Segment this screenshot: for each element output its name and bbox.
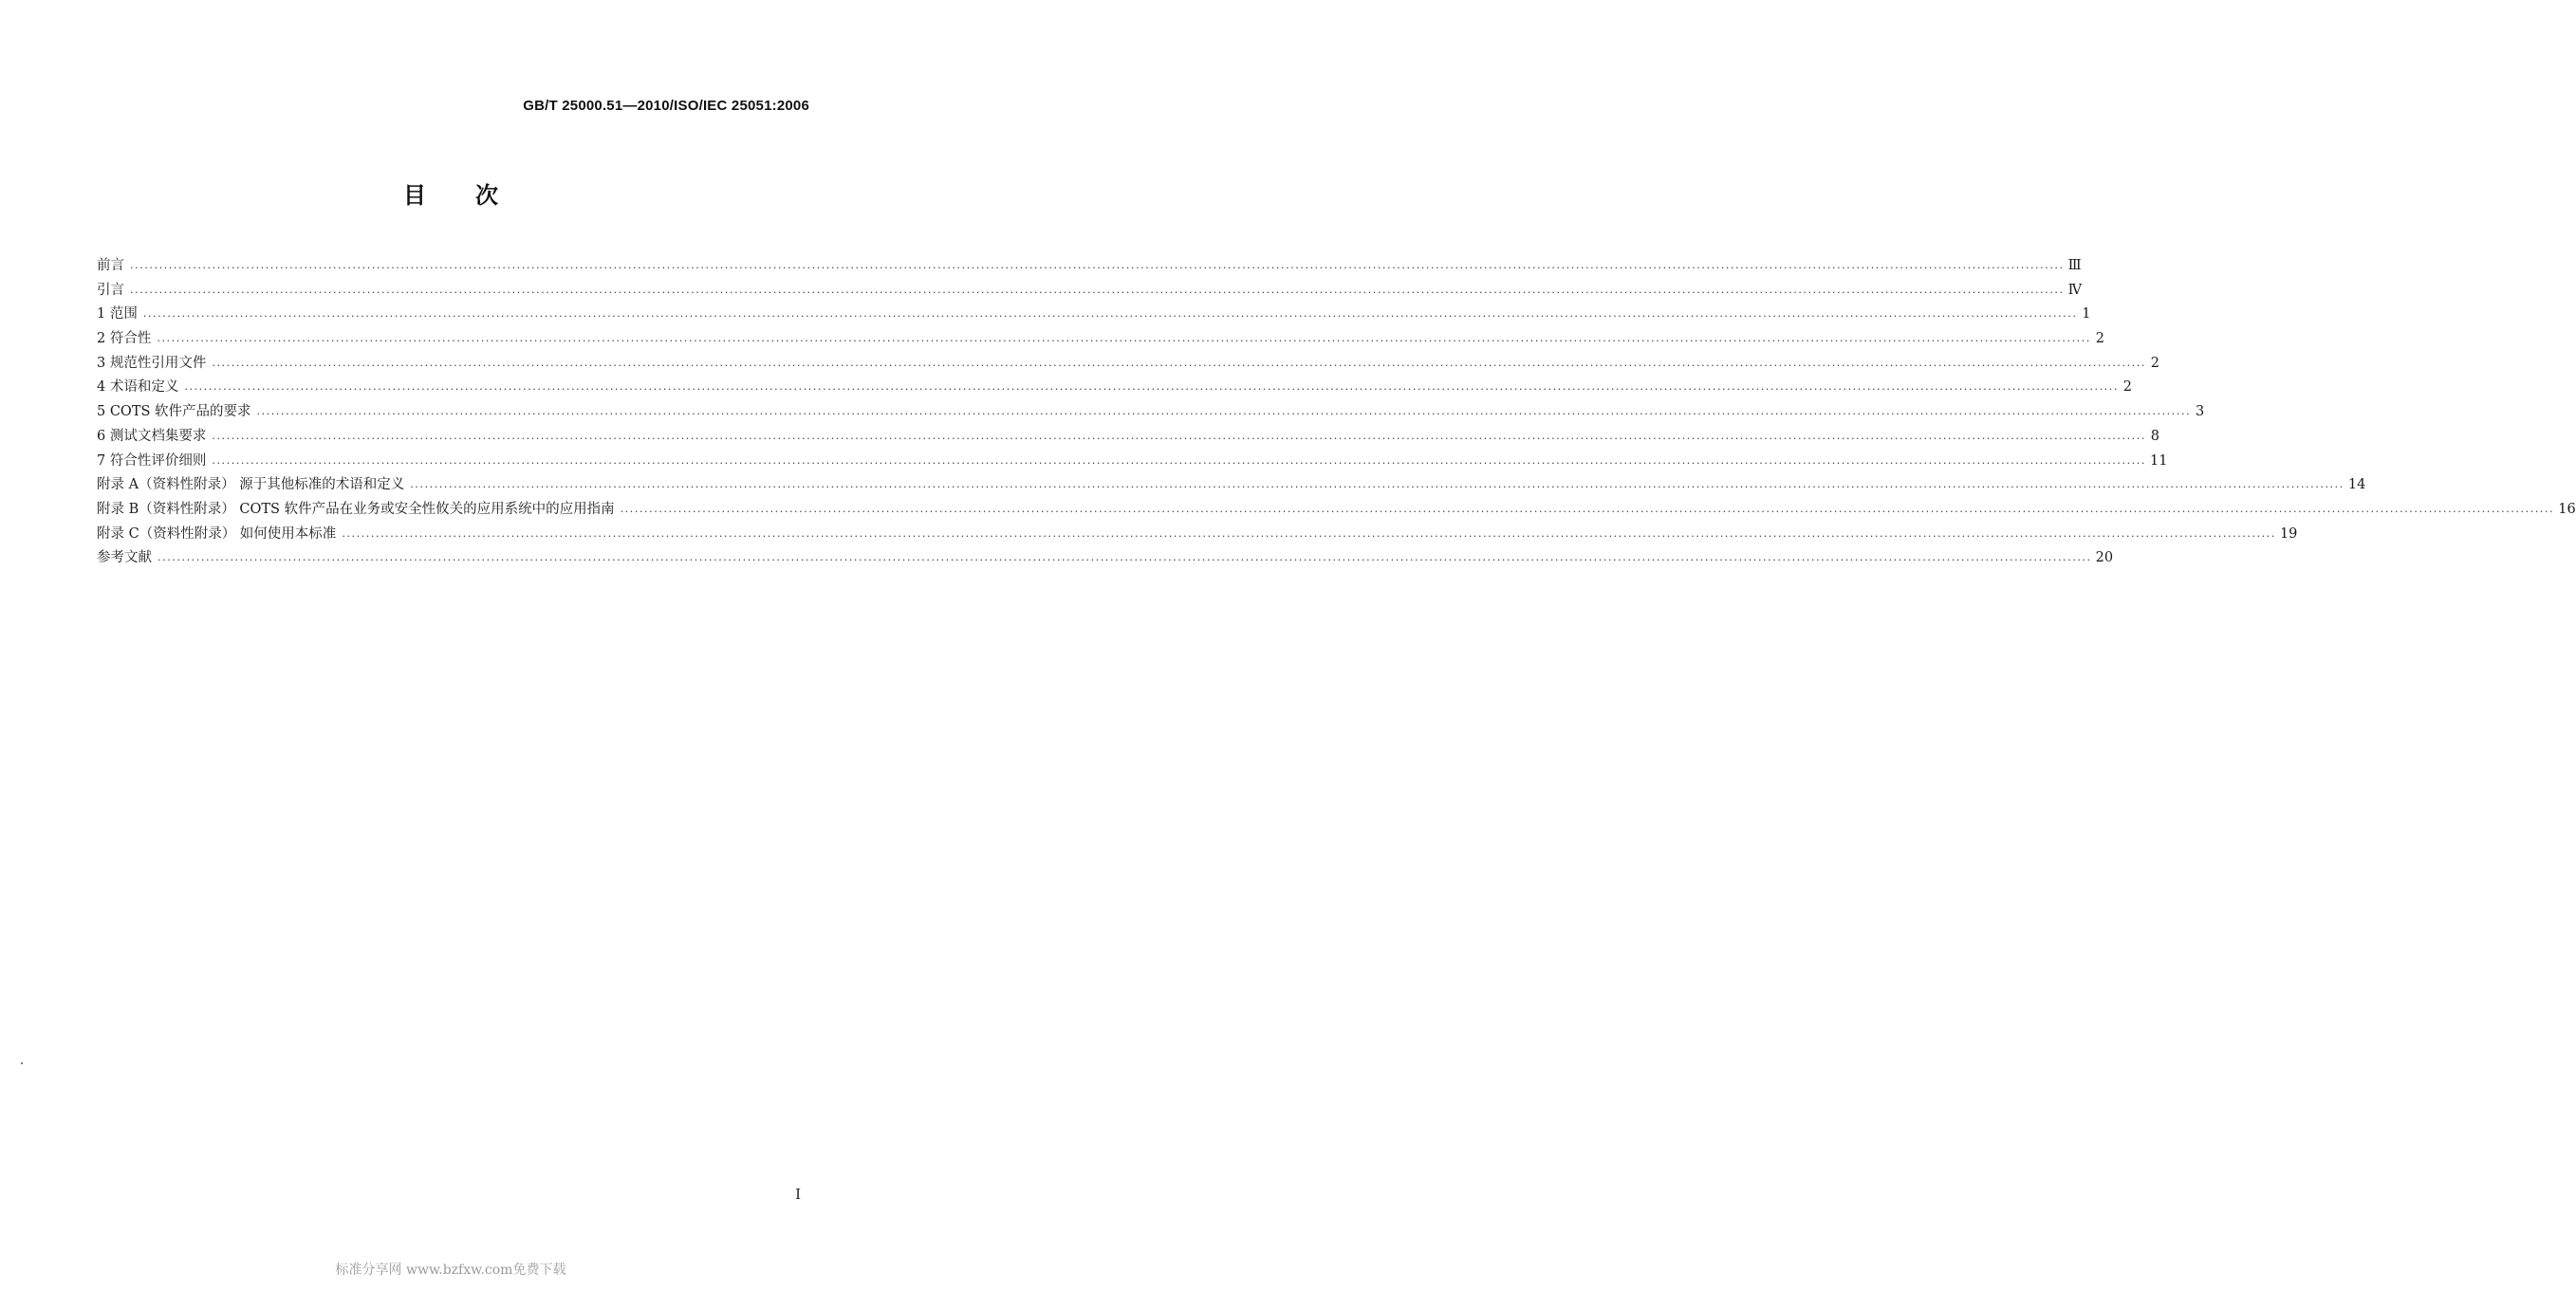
page-number: Ⅰ	[795, 1186, 801, 1203]
footer-watermark: 标准分享网 www.bzfxw.com免费下载	[335, 1262, 566, 1278]
toc-entry-label: 附录 B（资料性附录） COTS 软件产品在业务或安全性攸关的应用系统中的应用指南	[97, 501, 615, 517]
toc-entry-page: 20	[2095, 550, 2114, 566]
toc-leader-dots: ................................................................................................................................................................................................................................................................................................................................................................................................................	[130, 259, 2065, 271]
toc-entry-label: 5 COTS 软件产品的要求	[97, 404, 251, 420]
scan-speck	[21, 1062, 23, 1064]
page-title	[0, 176, 901, 210]
toc-leader-dots: ................................................................................................................................................................................................................................................................................................................................................................................................................	[410, 478, 2344, 491]
toc-entry-label: 4 术语和定义	[97, 379, 179, 396]
toc-entry-cots-requirements[interactable]	[97, 400, 2205, 425]
toc-leader-dots: ................................................................................................................................................................................................................................................................................................................................................................................................................	[620, 502, 2555, 515]
toc-leader-dots: ................................................................................................................................................................................................................................................................................................................................................................................................................	[142, 307, 2078, 321]
toc-entry-label: 1 范围	[97, 306, 138, 322]
toc-entry-label: 附录 C（资料性附录） 如何使用本标准	[97, 525, 337, 542]
toc-entry-page: 14	[2347, 477, 2366, 493]
toc-entry-conformance[interactable]	[97, 327, 2104, 352]
toc-entry-page: 2	[2150, 355, 2159, 371]
toc-entry-label: 附录 A（资料性附录） 源于其他标准的术语和定义	[97, 477, 405, 493]
toc-leader-dots: ................................................................................................................................................................................................................................................................................................................................................................................................................	[212, 453, 2146, 467]
toc-entry-label: 前言	[97, 258, 124, 273]
toc-entry-label: 7 符合性评价细则	[97, 452, 207, 469]
toc-entry-page: Ⅲ	[2067, 258, 2082, 273]
toc-entry-label: 引言	[97, 282, 124, 298]
toc-leader-dots: ................................................................................................................................................................................................................................................................................................................................................................................................................	[342, 526, 2276, 540]
toc-entry-conformity-evaluation[interactable]	[97, 450, 2168, 474]
toc-entry-page: Ⅳ	[2067, 282, 2083, 298]
toc-entry-annex-b[interactable]	[97, 498, 2576, 523]
toc-entry-normative-references[interactable]	[97, 352, 2159, 377]
toc-leader-dots: ................................................................................................................................................................................................................................................................................................................................................................................................................	[212, 429, 2146, 442]
toc-entry-page: 11	[2149, 452, 2168, 469]
toc-leader-dots: ................................................................................................................................................................................................................................................................................................................................................................................................................	[212, 356, 2146, 369]
toc-leader-dots: ................................................................................................................................................................................................................................................................................................................................................................................................................	[184, 380, 2119, 394]
toc-entry-label: 参考文献	[97, 550, 152, 566]
toc-entry-annex-c[interactable]	[97, 523, 2298, 547]
toc-entry-test-documentation[interactable]	[97, 425, 2159, 450]
toc-entry-label: 6 测试文档集要求	[97, 428, 207, 444]
table-of-contents	[97, 254, 2576, 571]
toc-entry-bibliography[interactable]	[97, 546, 2114, 571]
toc-entry-introduction[interactable]	[97, 279, 2083, 304]
page-title-char-1: 目	[403, 182, 426, 209]
toc-leader-dots: ................................................................................................................................................................................................................................................................................................................................................................................................................	[157, 332, 2091, 345]
toc-entry-page: 1	[2082, 306, 2091, 322]
page-title-char-2: 次	[475, 182, 498, 209]
toc-entry-page: 3	[2195, 404, 2205, 420]
toc-entry-page: 2	[2122, 379, 2132, 396]
toc-leader-dots: ................................................................................................................................................................................................................................................................................................................................................................................................................	[256, 405, 2192, 418]
standard-code: GB/T 25000.51—2010/ISO/IEC 25051:2006	[523, 98, 809, 114]
toc-entry-terms-definitions[interactable]	[97, 376, 2132, 400]
toc-entry-label: 2 符合性	[97, 331, 152, 347]
toc-entry-page: 2	[2095, 331, 2104, 347]
toc-leader-dots: ................................................................................................................................................................................................................................................................................................................................................................................................................	[130, 283, 2065, 296]
toc-entry-foreword[interactable]	[97, 254, 2082, 279]
toc-entry-page: 19	[2279, 525, 2298, 542]
toc-entry-label: 3 规范性引用文件	[97, 355, 207, 371]
toc-entry-annex-a[interactable]	[97, 473, 2366, 498]
toc-entry-page: 16	[2558, 501, 2576, 517]
toc-entry-scope[interactable]	[97, 303, 2091, 327]
toc-leader-dots: ................................................................................................................................................................................................................................................................................................................................................................................................................	[158, 551, 2092, 564]
toc-entry-page: 8	[2150, 428, 2159, 444]
